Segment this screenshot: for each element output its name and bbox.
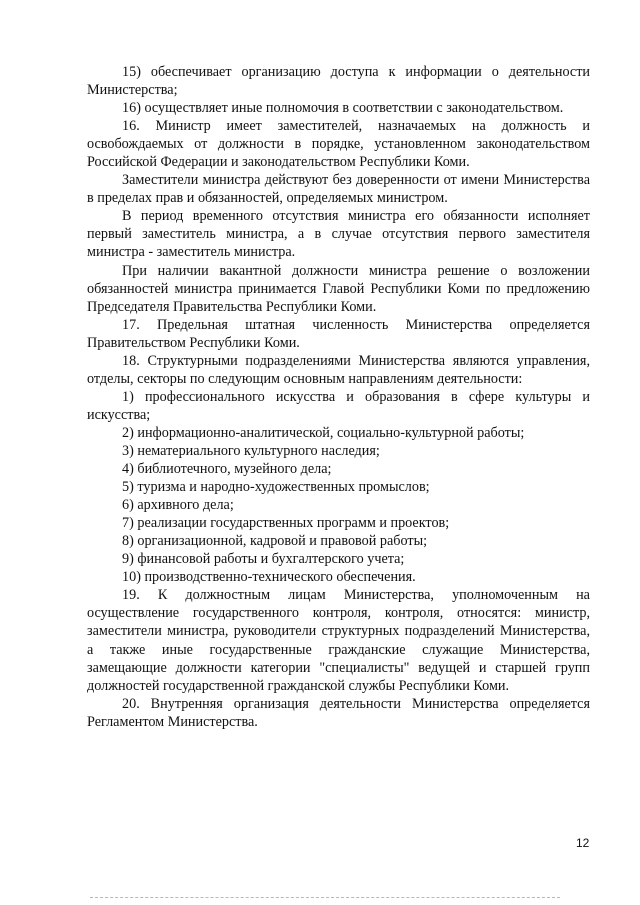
list-item-7: 7) реализации государственных программ и проектов; — [122, 515, 450, 532]
paragraph-17: 17. Предельная штатная численность Министерства определяется Правительством Республики Коми. — [87, 316, 590, 351]
bottom-scan-edge — [90, 897, 560, 898]
document-body — [87, 63, 590, 731]
paragraph-15: 15) обеспечивает организацию доступа к информации о деятельности Министерства; — [87, 64, 590, 99]
list-item-9: 9) финансовой работы и бухгалтерского учета; — [122, 551, 405, 568]
list-item-8: 8) организационной, кадровой и правовой работы; — [122, 533, 428, 550]
list-item-3: 3) нематериального культурного наследия; — [122, 442, 380, 459]
list-item-5: 5) туризма и народно-художественных промыслов; — [122, 479, 430, 496]
list-item-10: 10) производственно-технического обеспечения. — [122, 569, 416, 586]
list-item-1: 1) профессионального искусства и образования в сфере культуры и искусства; — [87, 388, 590, 423]
paragraph-16-item: 16) осуществляет иные полномочия в соответствии с законодательством. — [122, 100, 564, 117]
paragraph-20: 20. Внутренняя организация деятельности Министерства определяется Регламентом Министерства. — [87, 695, 590, 730]
list-item-6: 6) архивного дела; — [122, 497, 234, 514]
paragraph-19: 19. К должностным лицам Министерства, уполномоченным на осуществление государственного контроля, контроля, относятся: министр, заместители министра, руководители структурных подразделений Министерства, а также иные государственные гражданские служащие Министерства, замещающие должности категории "специалисты" ведущей и старшей групп должностей государственной гражданской службы Республики Коми. — [87, 587, 590, 694]
paragraph-vacancy: При наличии вакантной должности министра решение о возложении обязанностей министра принимается Главой Республики Коми по предложению Председателя Правительства Республики Коми. — [87, 262, 590, 315]
list-item-4: 4) библиотечного, музейного дела; — [122, 461, 332, 478]
paragraph-deputies: Заместители министра действуют без доверенности от имени Министерства в пределах прав и обязанностей, определяемых министром. — [87, 172, 590, 207]
paragraph-16: 16. Министр имеет заместителей, назначаемых на должность и освобождаемых от должности в порядке, установленном законодательством Российской Федерации и законодательством Республики Коми. — [87, 118, 590, 171]
paragraph-absence: В период временного отсутствия министра его обязанности исполняет первый заместитель министра, а в случае отсутствия первого заместителя министра - заместитель министра. — [87, 208, 590, 261]
page-number: 12 — [576, 836, 590, 850]
list-item-2: 2) информационно-аналитической, социально-культурной работы; — [122, 424, 525, 441]
paragraph-18: 18. Структурными подразделениями Министерства являются управления, отделы, секторы по следующим основным направлениям деятельности: — [87, 352, 590, 387]
